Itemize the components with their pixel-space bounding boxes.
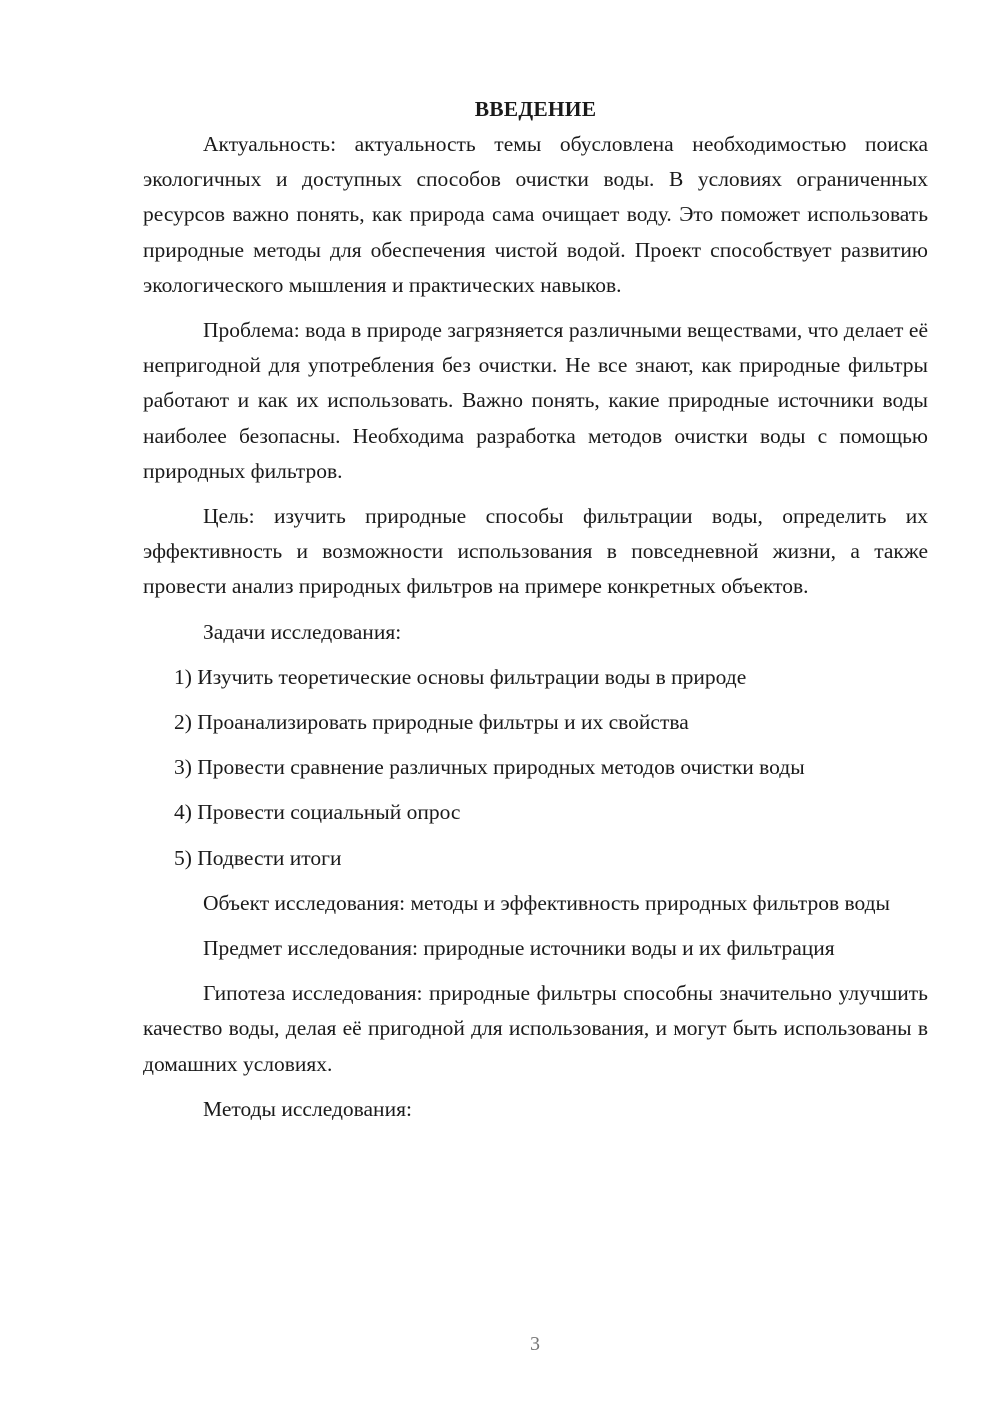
- tasks-heading: Задачи исследования:: [203, 619, 402, 644]
- paragraph-goal: Цель: изучить природные способы фильтрации воды, определить их эффективность и возможности использования в повседневной жизни, а также провести анализ природных фильтров на примере конкретных объектов.: [143, 504, 928, 599]
- list-item: 5) Подвести итоги: [174, 845, 342, 870]
- paragraph-relevance: Актуальность: актуальность темы обусловлена необходимостью поиска экологичных и доступных способов очистки воды. В условиях ограниченных ресурсов важно понять, как природа сама очищает воду. Это поможет использовать природные методы для обеспечения чистой водой. Проект способствует развитию экологического мышления и практических навыков.: [143, 132, 928, 297]
- paragraph-subject: Предмет исследования: природные источники воды и их фильтрация: [203, 936, 835, 961]
- paragraph-problem: Проблема: вода в природе загрязняется различными веществами, что делает её непригодной для употребления без очистки. Не все знают, как природные фильтры работают и как их использовать. Важно понять, какие природные источники воды наиболее безопасны. Необходима разработка методов очистки воды с помощью природных фильтров.: [143, 318, 928, 483]
- methods-heading: Методы исследования:: [203, 1096, 412, 1121]
- page-content: [143, 92, 928, 1137]
- paragraph-hypothesis: Гипотеза исследования: природные фильтры способны значительно улучшить качество воды, делая её пригодной для использования, и могут быть использованы в домашних условиях.: [143, 981, 928, 1076]
- page-number: 3: [530, 1333, 540, 1355]
- list-item: 1) Изучить теоретические основы фильтрации воды в природе: [174, 664, 747, 689]
- list-item: 2) Проанализировать природные фильтры и их свойства: [174, 710, 689, 735]
- tasks-list: [143, 660, 928, 876]
- list-item: 3) Провести сравнение различных природных методов очистки воды: [174, 755, 805, 780]
- section-title: ВВЕДЕНИЕ: [474, 97, 597, 121]
- list-item: 4) Провести социальный опрос: [174, 800, 461, 825]
- paragraph-object: Объект исследования: методы и эффективность природных фильтров воды: [203, 890, 891, 915]
